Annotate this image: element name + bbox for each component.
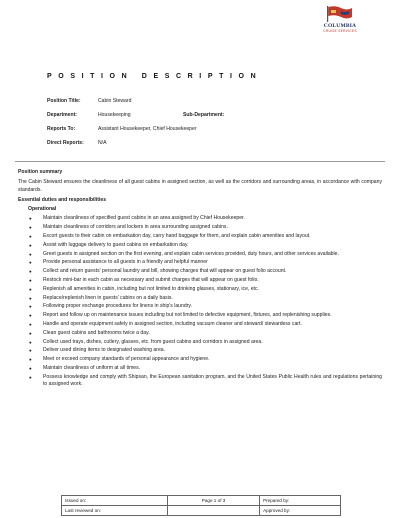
bullet-icon: ● [29, 339, 32, 345]
operational-subheading: Operational [28, 206, 57, 213]
duty-text: Report and follow up on maintenance issues including but not limited to defective equipment, fixtures, and replenishing supplies. [43, 312, 332, 319]
duty-text: Replace/replenish linen in guests' cabins on a daily basis. [43, 294, 173, 301]
issued-on-cell: Issued on: [62, 496, 168, 506]
duty-item [18, 233, 382, 240]
duty-text: Deliver used dining items to designated washing area. [43, 347, 166, 354]
bullet-icon: ● [29, 216, 32, 222]
footer-row [62, 506, 341, 516]
bullet-icon: ● [29, 304, 32, 310]
last-reviewed-cell: Last reviewed on: [62, 506, 168, 516]
company-logo [300, 6, 380, 33]
duty-item [18, 286, 382, 293]
duty-item [18, 321, 382, 328]
bullet-icon: ● [29, 286, 32, 292]
bullet-icon: ● [29, 313, 32, 319]
duty-item [18, 347, 382, 354]
bullet-icon: ● [29, 330, 32, 336]
duty-text: Maintain cleanliness of uniform at all times. [43, 365, 141, 372]
duty-text: Maintain cleanliness of specified guest cabins in an area assigned by Chief Housekeeper. [43, 215, 245, 222]
position-fields [47, 98, 367, 154]
position-title-label: Position Title: [47, 98, 81, 104]
duty-item [18, 312, 382, 319]
duty-text: Meet or exceed company standards of personal appearance and hygiene. [43, 356, 210, 363]
duty-item [18, 268, 382, 275]
duty-item [18, 259, 382, 266]
duty-text: Collect used trays, dishes, cutlery, glasses, etc. from guest cabins and corridors in assigned area. [43, 338, 263, 345]
duty-item [18, 339, 382, 346]
bullet-icon: ● [29, 295, 32, 301]
department-label: Department: [47, 112, 78, 118]
duty-item [18, 295, 382, 302]
bullet-icon: ● [29, 348, 32, 354]
position-title-value: Cabin Steward [98, 98, 132, 104]
duties-list [18, 215, 382, 388]
direct-reports-label: Direct Reports: [47, 140, 84, 146]
bullet-icon: ● [29, 242, 32, 248]
duty-text: Replenish all amenities in cabin, including but not limited to drinking glasses, stationary, ice, etc. [43, 285, 259, 292]
duty-text: Escort guests to their cabin on embarkation day, carry hand baggage for them, and explain cabin amenities and layout. [43, 233, 311, 240]
logo-subtitle: CRUISE SERVICES [323, 29, 357, 33]
bullet-icon: ● [29, 234, 32, 240]
sub-department-label: Sub-Department: [183, 112, 225, 118]
field-row-direct-reports [47, 140, 367, 154]
duty-text: Maintain cleanliness of corridors and lockers in area surrounding assigned cabins. [43, 224, 228, 231]
approved-by-cell: Approved by: [260, 506, 341, 516]
duty-item [18, 356, 382, 363]
bullet-icon: ● [29, 366, 32, 372]
empty-cell [168, 506, 260, 516]
direct-reports-value: N/A [98, 140, 107, 146]
duty-item [18, 330, 382, 337]
duty-text: Greet guests in assigned section on the first evening, and explain cabin services provided, duty hours, and other services available. [43, 250, 339, 257]
flag-icon [327, 6, 353, 22]
bullet-icon: ● [29, 374, 32, 380]
bullet-icon: ● [29, 269, 32, 275]
bullet-icon: ● [29, 251, 32, 257]
prepared-by-cell: Prepared by: [260, 496, 341, 506]
duty-text: Handle and operate equipment safely in assigned section, including vacuum cleaner and steward/ stewardess cart. [43, 321, 302, 328]
duty-item [18, 251, 382, 258]
duty-item [18, 365, 382, 372]
footer-row [62, 496, 341, 506]
duty-text: Provide personal assistance to all guests in a friendly and helpful manner [43, 259, 208, 266]
duties-heading: Essential duties and responsibilities [18, 196, 107, 203]
duty-text: Possess knowledge and comply with Shipsan, the European sanitation program, and the United States Public Health rules and regulations pertaining to assigned work. [43, 373, 382, 388]
reports-to-label: Reports To: [47, 126, 76, 132]
bullet-icon: ● [29, 357, 32, 363]
duty-text: Following proper exchange procedures for linens in ship's laundry. [43, 303, 192, 310]
duty-item [18, 374, 382, 389]
logo-name: COLUMBIA [323, 23, 357, 29]
duty-text: Clean guest cabins and bathrooms twice a day. [43, 329, 150, 336]
summary-text: The Cabin Steward ensures the cleanliness of all guest cabins in assigned section, as well as the corridors and surrounding areas, in accordance with company standards. [18, 179, 382, 193]
field-row-department [47, 112, 367, 126]
duty-text: Collect and return guests' personal laundry and bill, showing charges that will appear on guest folio account. [43, 268, 287, 275]
bullet-icon: ● [29, 322, 32, 328]
field-row-reports-to [47, 126, 367, 140]
document-body [18, 169, 382, 390]
duty-item [18, 242, 382, 249]
duty-text: Restock mini-bar in each cabin as necessary and submit charges that will appear on guest folio. [43, 277, 259, 284]
duty-item [18, 277, 382, 284]
document-footer-table [61, 495, 341, 516]
duty-text: Assist with luggage delivery to guest cabins on embarkation day. [43, 241, 189, 248]
duty-item [18, 224, 382, 231]
field-row-position-title [47, 98, 367, 112]
summary-heading: Position summary [18, 169, 63, 175]
bullet-icon: ● [29, 278, 32, 284]
duty-item [18, 303, 382, 310]
department-value: Housekeeping [98, 112, 131, 118]
page-title: POSITION DESCRIPTION [47, 73, 263, 80]
duty-item [18, 215, 382, 222]
page-number-cell: Page 1 of 3 [168, 496, 260, 506]
bullet-icon: ● [29, 260, 32, 266]
reports-to-value: Assistant Housekeeper, Chief Housekeeper [98, 126, 197, 132]
bullet-icon: ● [29, 225, 32, 231]
section-divider [15, 161, 385, 162]
